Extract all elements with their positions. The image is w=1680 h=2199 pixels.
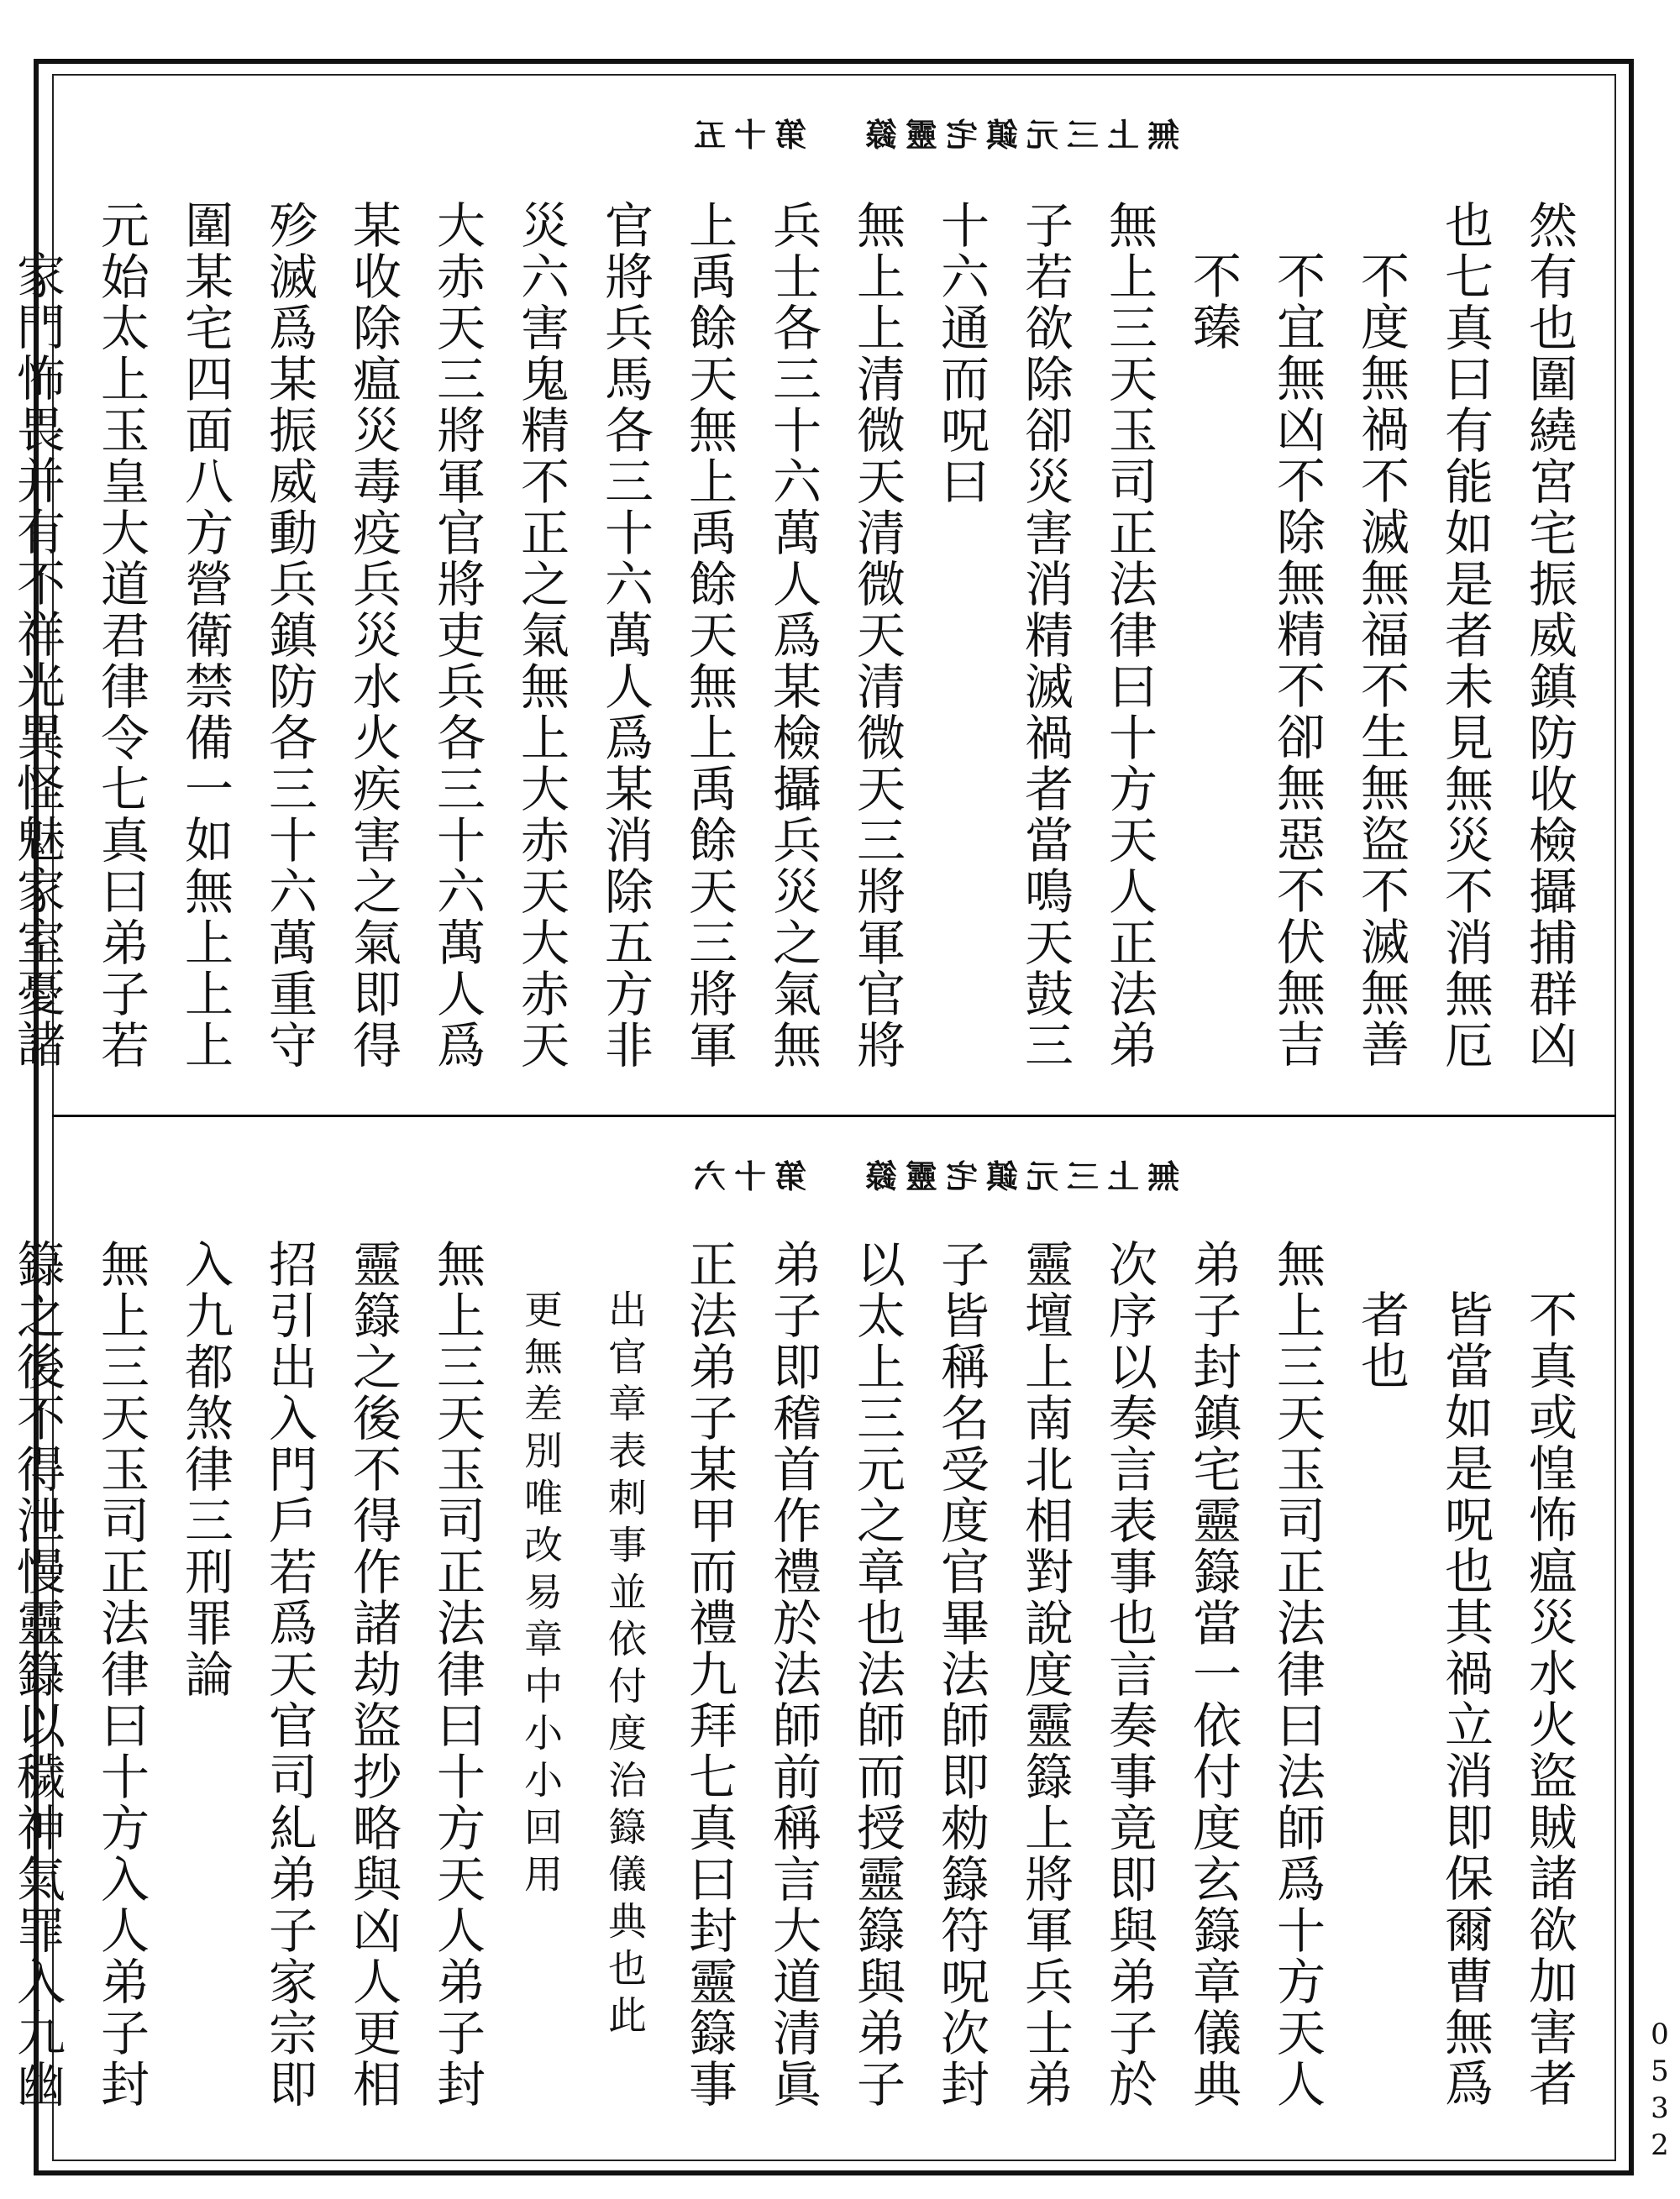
text-column: 官將兵馬各三十六萬人爲某消除五方非 [596, 200, 654, 1071]
top-running-head [685, 109, 1179, 155]
bottom-running-head [685, 1151, 1179, 1197]
text-column: 元始太上玉皇大道君律令七真曰弟子若 [92, 200, 150, 1071]
bottom-text-columns [0, 1239, 1591, 2110]
top-running-head-title: 無上三元鎮宅靈籙 [856, 116, 1179, 154]
text-column: 以太上三元之章也法師而授靈籙與弟子 [848, 1239, 906, 2110]
text-column: 弟子封鎮宅靈籙當一依付度玄籙章儀典 [1184, 1239, 1242, 2110]
text-column: 無上三天玉司正法律曰十方天人弟子封 [428, 1239, 486, 2110]
text-column: 子若欲除卻災害消精滅禍者當鳴天鼓三 [1016, 200, 1074, 1071]
text-column: 不宜無凶不除無精不卻無惡不伏無吉 [1268, 250, 1326, 1070]
text-column: 無上三天玉司正法律曰法師爲十方天人 [1268, 1239, 1326, 2110]
text-column: 災六害鬼精不正之氣無上大赤天大赤天 [512, 200, 570, 1071]
text-column: 不臻 [1184, 250, 1242, 353]
top-running-head-section: 第十五 [685, 116, 806, 154]
text-column: 無上三天玉司正法律曰十方天人正法弟 [1100, 200, 1158, 1071]
text-column: 籙之後不得泄慢靈籙以穢神氣罪入九幽 [8, 1239, 66, 2110]
text-column: 十六通而呪曰 [932, 200, 990, 507]
text-column: 也七真曰有能如是者未見無災不消無厄 [1436, 200, 1494, 1071]
bottom-running-head-title: 無上三元鎮宅靈籙 [856, 1157, 1179, 1195]
text-column: 某收除瘟災毒疫兵災水火疾害之氣即得 [344, 200, 402, 1071]
text-column: 不真或惶怖瘟災水火盜賊諸欲加害者 [1520, 1289, 1578, 2109]
text-column: 出官章表刺事並依付度治籙儀典也此 [602, 1289, 648, 2042]
bottom-running-head-section: 第十六 [685, 1157, 806, 1195]
text-column: 入九都煞律三刑罪論 [176, 1239, 234, 1700]
text-column: 家門怖畏并有不祥光異怪魅家室憂諸 [8, 250, 66, 1070]
text-column: 圍某宅四面八方營衛禁備一如無上上上 [176, 200, 234, 1071]
text-column: 皆當如是呪也其禍立消即保爾曹無爲 [1436, 1289, 1494, 2109]
text-column: 子皆稱名受度官畢法師即勑籙符呪次封 [932, 1239, 990, 2110]
text-column: 殄滅爲某振威動兵鎮防各三十六萬重守 [260, 200, 318, 1071]
text-column: 靈籙之後不得作諸劫盜抄略與凶人更相 [344, 1239, 402, 2110]
text-column: 無上上清微天清微天清微天三將軍官將 [848, 200, 906, 1071]
text-column: 靈壇上南北相對說度靈籙上將軍兵士弟 [1016, 1239, 1074, 2110]
bottom-half-page [8, 1117, 1616, 2161]
text-column: 更無差別唯改易章中小小回用 [518, 1289, 564, 1901]
text-column: 不度無禍不滅無福不生無盜不滅無善 [1352, 250, 1410, 1070]
text-column: 上禹餘天無上禹餘天無上禹餘天三將軍 [680, 200, 738, 1071]
page-number: 0532 [1643, 2018, 1677, 2165]
text-column: 者也 [1352, 1289, 1410, 1392]
top-text-columns [0, 200, 1591, 1071]
text-column: 招引出入門戶若爲天官司糺弟子家宗即 [260, 1239, 318, 2110]
text-column: 正法弟子某甲而禮九拜七真曰封靈籙事 [680, 1239, 738, 2110]
text-column: 大赤天三將軍官將吏兵各三十六萬人爲 [428, 200, 486, 1071]
text-column: 兵士各三十六萬人爲某檢攝兵災之氣無 [764, 200, 822, 1071]
text-column: 然有也圍繞宮宅振威鎮防收檢攝捕群凶 [1520, 200, 1578, 1071]
text-column: 弟子即稽首作禮於法師前稱言大道清眞 [764, 1239, 822, 2110]
top-half-page [8, 74, 1616, 1115]
text-column: 次序以奏言表事也言奏事竟即與弟子於 [1100, 1239, 1158, 2110]
text-column: 無上三天玉司正法律曰十方入人弟子封 [92, 1239, 150, 2110]
